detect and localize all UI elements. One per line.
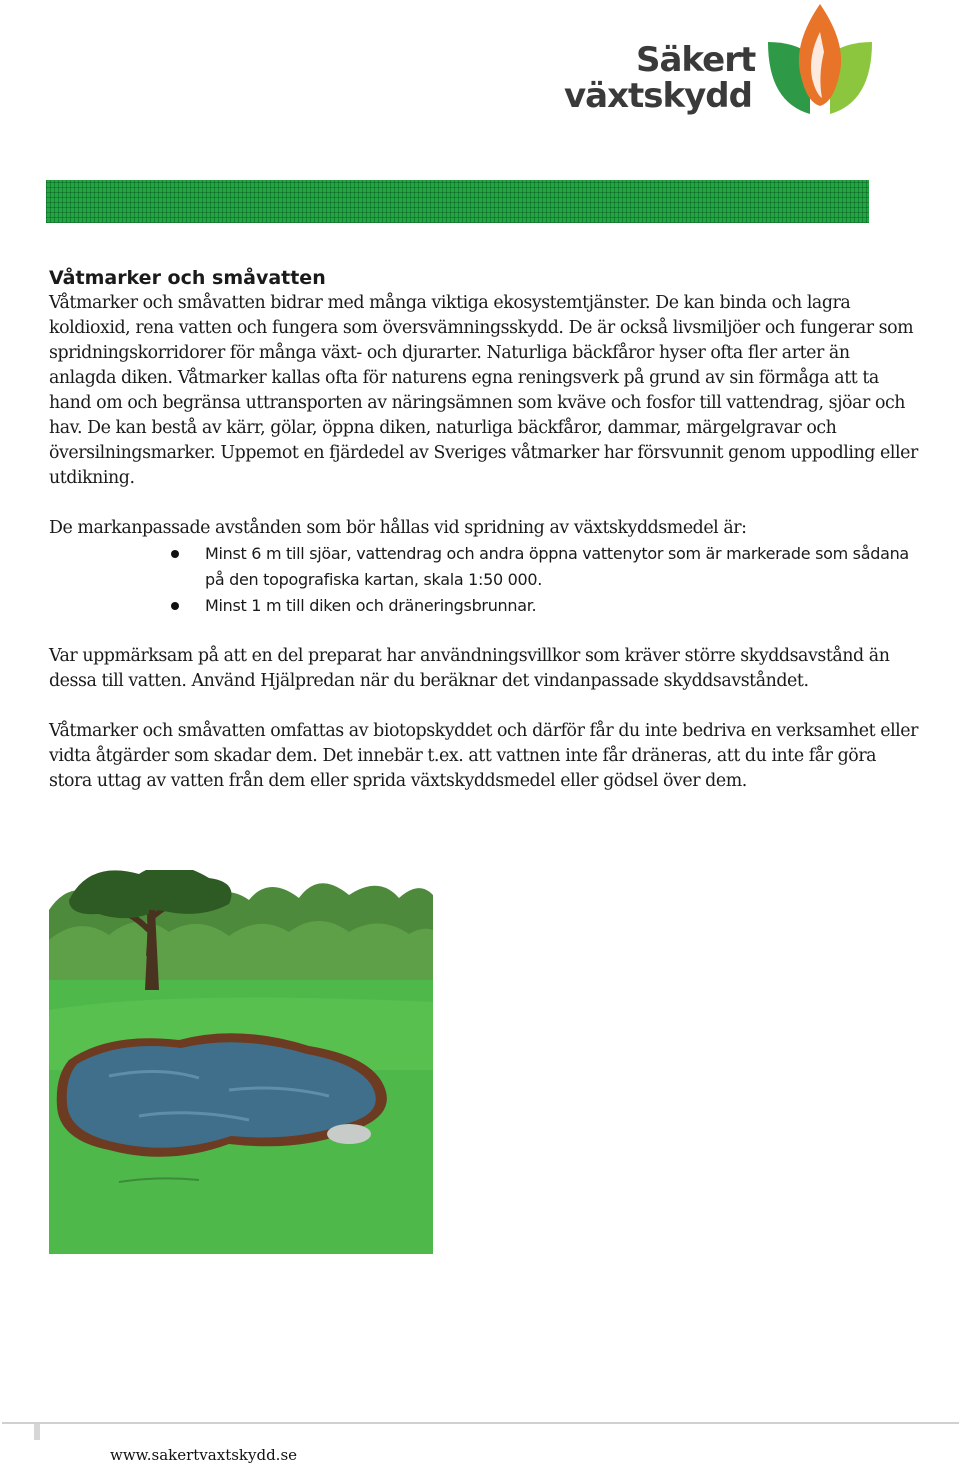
- footer-marker: [34, 1424, 40, 1440]
- caution-paragraph: Var uppmärksam på att en del preparat har användningsvillkor som kräver större skyddsavstånd än dessa till vatten. Använd Hjälpredan när du beräknar det vindanpassade skyddsavståndet.: [49, 646, 890, 691]
- list-item: [49, 593, 919, 619]
- distance-list: [49, 541, 919, 619]
- list-item-text: Minst 6 m till sjöar, vattendrag och andra öppna vattenytor som är markerade som sådana på den topografiska kartan, skala 1:50 000.: [205, 544, 909, 589]
- green-banner: [46, 180, 869, 223]
- logo-word-2: växtskydd: [564, 76, 752, 116]
- logo-word-1: Säkert: [636, 40, 756, 80]
- section-heading: Våtmarker och småvatten: [49, 267, 326, 289]
- wetland-illustration: [49, 870, 433, 1254]
- biotope-paragraph: Våtmarker och småvatten omfattas av biotopskyddet och därför får du inte bedriva en verksamhet eller vidta åtgärder som skadar dem. Det innebär t.ex. att vattnen inte får dräneras, att du inte får göra stora uttag av vatten från dem eller sprida växtskyddsmedel eller gödsel över dem.: [49, 721, 919, 791]
- footer-url: www.sakertvaxtskydd.se: [110, 1446, 298, 1464]
- leaf-drop-icon: [764, 2, 876, 122]
- footer-divider: [2, 1422, 959, 1424]
- bullet-icon: [171, 550, 179, 558]
- intro-paragraph: Våtmarker och småvatten bidrar med många viktiga ekosystemtjänster. De kan binda och lagra koldioxid, rena vatten och fungera som översvämningsskydd. De är också livsmiljöer och fungerar som spridningskorridorer för många växt- och djurarter. Naturliga bäckfåror hyser ofta fler arter än anlagda diken. Våtmarker kallas ofta för naturens egna reningsverk på grund av sin förmåga att ta hand om och begränsa uttransporten av näringsämnen som kväve och fosfor till vattendrag, sjöar och hav. De kan bestå av kärr, gölar, öppna diken, naturliga bäckfåror, dammar, märgelgravar och översilningsmarker. Uppemot en fjärdedel av Sveriges våtmarker har försvunnit genom uppodling eller utdikning.: [49, 293, 918, 488]
- brand-logo: [560, 2, 880, 122]
- list-item-text: Minst 1 m till diken och dräneringsbrunnar.: [205, 596, 537, 615]
- distances-intro: De markanpassade avstånden som bör hållas vid spridning av växtskyddsmedel är:: [49, 518, 747, 538]
- logo-wordmark: [564, 42, 755, 114]
- list-item: [49, 541, 919, 593]
- article: [49, 266, 919, 794]
- bullet-icon: [171, 602, 179, 610]
